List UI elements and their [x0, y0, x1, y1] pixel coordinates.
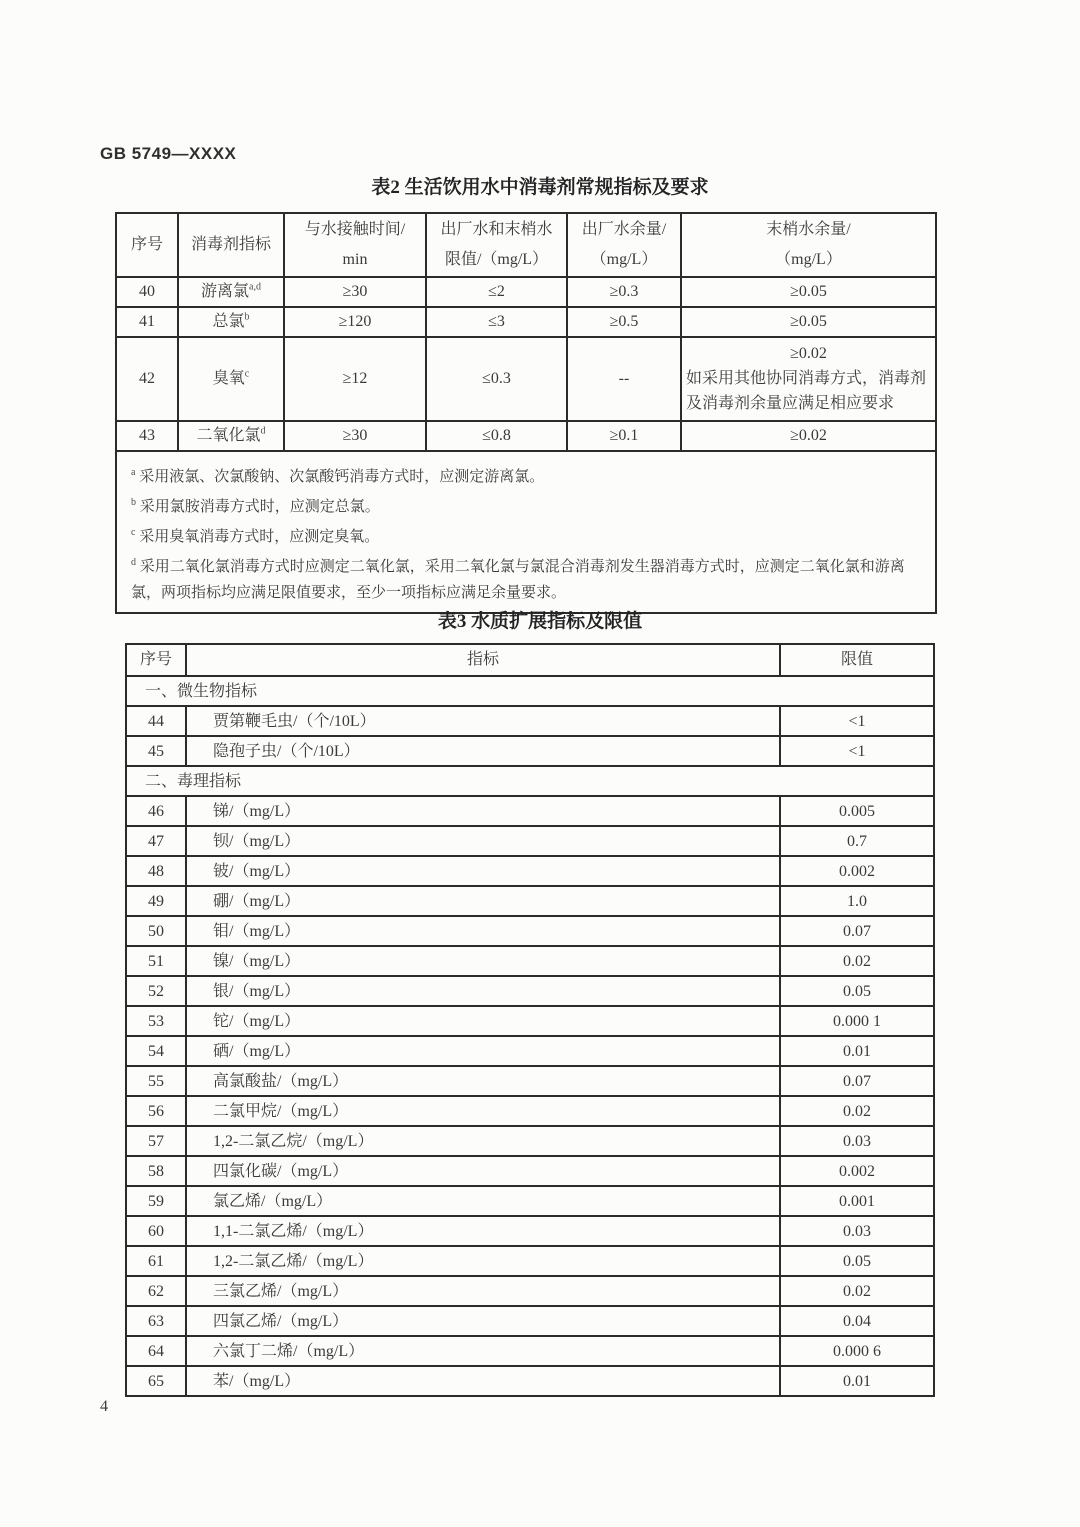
cell-limit: 1.0 — [780, 886, 934, 916]
table3-row — [126, 946, 934, 976]
cell-seq: 56 — [126, 1096, 186, 1126]
cell-indicator: 高氯酸盐/（mg/L） — [186, 1066, 780, 1096]
cell-indicator: 铍/（mg/L） — [186, 856, 780, 886]
table2-row — [116, 307, 936, 337]
cell-indicator: 隐孢子虫/（个/10L） — [186, 736, 780, 766]
cell-indicator: 1,2-二氯乙烷/（mg/L） — [186, 1126, 780, 1156]
table3-header-cell-1: 指标 — [186, 644, 780, 676]
cell-limit: 0.000 1 — [780, 1006, 934, 1036]
cell-seq: 59 — [126, 1186, 186, 1216]
table3-header-cell-2: 限值 — [780, 644, 934, 676]
cell-seq: 55 — [126, 1066, 186, 1096]
table3-row — [126, 916, 934, 946]
cell-seq: 45 — [126, 736, 186, 766]
page-number: 4 — [100, 1398, 108, 1415]
table3-title: 表3 水质扩展指标及限值 — [437, 611, 643, 632]
standard-number: GB 5749—XXXX — [100, 144, 237, 163]
cell-seq: 61 — [126, 1246, 186, 1276]
table3-row — [126, 886, 934, 916]
cell-tap-residual: ≥0.02 — [681, 421, 936, 451]
table2-disinfectant-indicators — [115, 212, 937, 614]
table3-row — [126, 1366, 934, 1396]
cell-indicator: 钼/（mg/L） — [186, 916, 780, 946]
footnote-mark: a,d — [249, 281, 261, 293]
cell-disinfectant: 二氧化氯$^d$ — [178, 421, 284, 451]
table3-row — [126, 1336, 934, 1366]
footnote-mark: b — [131, 497, 136, 508]
cell-limit: 0.02 — [780, 1276, 934, 1306]
cell-seq: 43 — [116, 421, 178, 451]
residual-note: 如采用其他协同消毒方式，消毒剂及消毒剂余量应满足相应要求 — [686, 370, 927, 412]
cell-seq: 65 — [126, 1366, 186, 1396]
cell-limit: 0.01 — [780, 1366, 934, 1396]
table3-row — [126, 706, 934, 736]
cell-limit: ≤0.8 — [426, 421, 567, 451]
cell-limit: 0.03 — [780, 1216, 934, 1246]
table2-header-row — [116, 213, 936, 277]
cell-indicator: 镍/（mg/L） — [186, 946, 780, 976]
table2-header-cell-1: 消毒剂指标 — [178, 213, 284, 277]
cell-indicator: 钡/（mg/L） — [186, 826, 780, 856]
cell-seq: 41 — [116, 307, 178, 337]
cell-tap-residual: ≥0.05 — [681, 307, 936, 337]
cell-factory-residual: ≥0.1 — [567, 421, 681, 451]
table3-row — [126, 1276, 934, 1306]
cell-seq: 57 — [126, 1126, 186, 1156]
cell-indicator: 1,2-二氯乙烯/（mg/L） — [186, 1246, 780, 1276]
cell-seq: 51 — [126, 946, 186, 976]
cell-indicator: 硒/（mg/L） — [186, 1036, 780, 1066]
cell-indicator: 四氯化碳/（mg/L） — [186, 1156, 780, 1186]
cell-factory-residual: ≥0.3 — [567, 277, 681, 307]
cell-seq: 48 — [126, 856, 186, 886]
cell-limit: 0.05 — [780, 976, 934, 1006]
table3-row — [126, 856, 934, 886]
cell-seq: 60 — [126, 1216, 186, 1246]
cell-limit: 0.07 — [780, 1066, 934, 1096]
table2-header-cell-4: 出厂水余量/ （mg/L） — [567, 213, 681, 277]
cell-seq: 49 — [126, 886, 186, 916]
cell-limit: 0.002 — [780, 1156, 934, 1186]
footnote-line: $^a$ 采用液氯、次氯酸钠、次氯酸钙消毒方式时，应测定游离氯。 — [131, 467, 545, 485]
cell-limit: ≤3 — [426, 307, 567, 337]
table3-row — [126, 1066, 934, 1096]
cell-limit: 0.02 — [780, 946, 934, 976]
cell-limit: 0.05 — [780, 1246, 934, 1276]
cell-indicator: 氯乙烯/（mg/L） — [186, 1186, 780, 1216]
cell-limit: 0.02 — [780, 1096, 934, 1126]
cell-limit: 0.005 — [780, 796, 934, 826]
cell-disinfectant: 游离氯$^{a,d}$ — [178, 277, 284, 307]
table3-section-row — [126, 676, 934, 706]
cell-limit: 0.002 — [780, 856, 934, 886]
table3-row — [126, 736, 934, 766]
cell-seq: 44 — [126, 706, 186, 736]
residual-value: ≥0.02 — [790, 345, 827, 363]
cell-indicator: 锑/（mg/L） — [186, 796, 780, 826]
table2-footnotes — [116, 451, 936, 613]
cell-limit: ≤2 — [426, 277, 567, 307]
cell-indicator: 六氯丁二烯/（mg/L） — [186, 1336, 780, 1366]
table2-header-cell-0: 序号 — [116, 213, 178, 277]
table2-header-cell-5: 末梢水余量/ （mg/L） — [681, 213, 936, 277]
table2-footnote-row — [116, 451, 936, 613]
cell-limit: 0.7 — [780, 826, 934, 856]
cell-factory-residual: -- — [567, 337, 681, 421]
footnote-line: $^d$ 采用二氧化氯消毒方式时应测定二氧化氯，采用二氧化氯与氯混合消毒剂发生器消毒方式时，应测定二氧化氯和游离氯，两项指标均应满足限值要求，至少一项指标应满足余量要求。 — [131, 557, 905, 601]
footnote-mark: d — [131, 557, 136, 568]
cell-limit: 0.03 — [780, 1126, 934, 1156]
table3-header-cell-0: 序号 — [126, 644, 186, 676]
cell-contact-time: ≥30 — [284, 421, 426, 451]
table3-row — [126, 1006, 934, 1036]
table2-row — [116, 277, 936, 307]
footnote-mark: d — [260, 425, 266, 437]
cell-contact-time: ≥30 — [284, 277, 426, 307]
cell-seq: 54 — [126, 1036, 186, 1066]
cell-tap-residual: ≥0.05 — [681, 277, 936, 307]
cell-limit: 0.000 6 — [780, 1336, 934, 1366]
cell-seq: 64 — [126, 1336, 186, 1366]
cell-limit: ≤0.3 — [426, 337, 567, 421]
cell-indicator: 贾第鞭毛虫/（个/10L） — [186, 706, 780, 736]
table2-row — [116, 337, 936, 421]
table3-row — [126, 1306, 934, 1336]
table3-row — [126, 1096, 934, 1126]
cell-indicator: 苯/（mg/L） — [186, 1366, 780, 1396]
cell-seq: 40 — [116, 277, 178, 307]
table3-row — [126, 1156, 934, 1186]
cell-disinfectant: 臭氧$^c$ — [178, 337, 284, 421]
footnote-mark: a — [131, 467, 136, 478]
footnote-mark: b — [244, 311, 250, 323]
table3-row — [126, 796, 934, 826]
cell-indicator: 硼/（mg/L） — [186, 886, 780, 916]
table3-extended-indicators — [125, 643, 935, 1397]
section-header: 一、微生物指标 — [126, 676, 934, 706]
cell-seq: 50 — [126, 916, 186, 946]
footnote-mark: c — [131, 527, 136, 538]
footnote-mark: c — [244, 368, 250, 380]
cell-seq: 58 — [126, 1156, 186, 1186]
table2-title: 表2 生活饮用水中消毒剂常规指标及要求 — [371, 177, 709, 198]
table3-row — [126, 1216, 934, 1246]
cell-indicator: 二氯甲烷/（mg/L） — [186, 1096, 780, 1126]
cell-seq: 52 — [126, 976, 186, 1006]
cell-limit: 0.01 — [780, 1036, 934, 1066]
cell-limit: 0.001 — [780, 1186, 934, 1216]
cell-indicator: 1,1-二氯乙烯/（mg/L） — [186, 1216, 780, 1246]
section-header: 二、毒理指标 — [126, 766, 934, 796]
cell-limit: 0.04 — [780, 1306, 934, 1336]
cell-limit: <1 — [780, 706, 934, 736]
cell-limit: 0.07 — [780, 916, 934, 946]
cell-seq: 63 — [126, 1306, 186, 1336]
table3-section-row — [126, 766, 934, 796]
table3-row — [126, 1186, 934, 1216]
cell-contact-time: ≥12 — [284, 337, 426, 421]
cell-seq: 47 — [126, 826, 186, 856]
cell-seq: 46 — [126, 796, 186, 826]
table3-row — [126, 976, 934, 1006]
table3-row — [126, 826, 934, 856]
cell-indicator: 银/（mg/L） — [186, 976, 780, 1006]
cell-contact-time: ≥120 — [284, 307, 426, 337]
table3-row — [126, 1036, 934, 1066]
cell-seq: 62 — [126, 1276, 186, 1306]
table3-header-row — [126, 644, 934, 676]
table2-header-cell-3: 出厂水和末梢水 限值/（mg/L） — [426, 213, 567, 277]
cell-factory-residual: ≥0.5 — [567, 307, 681, 337]
cell-indicator: 四氯乙烯/（mg/L） — [186, 1306, 780, 1336]
table3-row — [126, 1246, 934, 1276]
cell-seq: 42 — [116, 337, 178, 421]
cell-indicator: 三氯乙烯/（mg/L） — [186, 1276, 780, 1306]
cell-limit: <1 — [780, 736, 934, 766]
table3-row — [126, 1126, 934, 1156]
table2-header-cell-2: 与水接触时间/ min — [284, 213, 426, 277]
cell-indicator: 铊/（mg/L） — [186, 1006, 780, 1036]
table2-row — [116, 421, 936, 451]
footnote-line: $^b$ 采用氯胺消毒方式时，应测定总氯。 — [131, 497, 380, 515]
cell-tap-residual — [681, 337, 936, 421]
footnote-line: $^c$ 采用臭氧消毒方式时，应测定臭氧。 — [131, 527, 380, 545]
cell-disinfectant: 总氯$^b$ — [178, 307, 284, 337]
cell-seq: 53 — [126, 1006, 186, 1036]
